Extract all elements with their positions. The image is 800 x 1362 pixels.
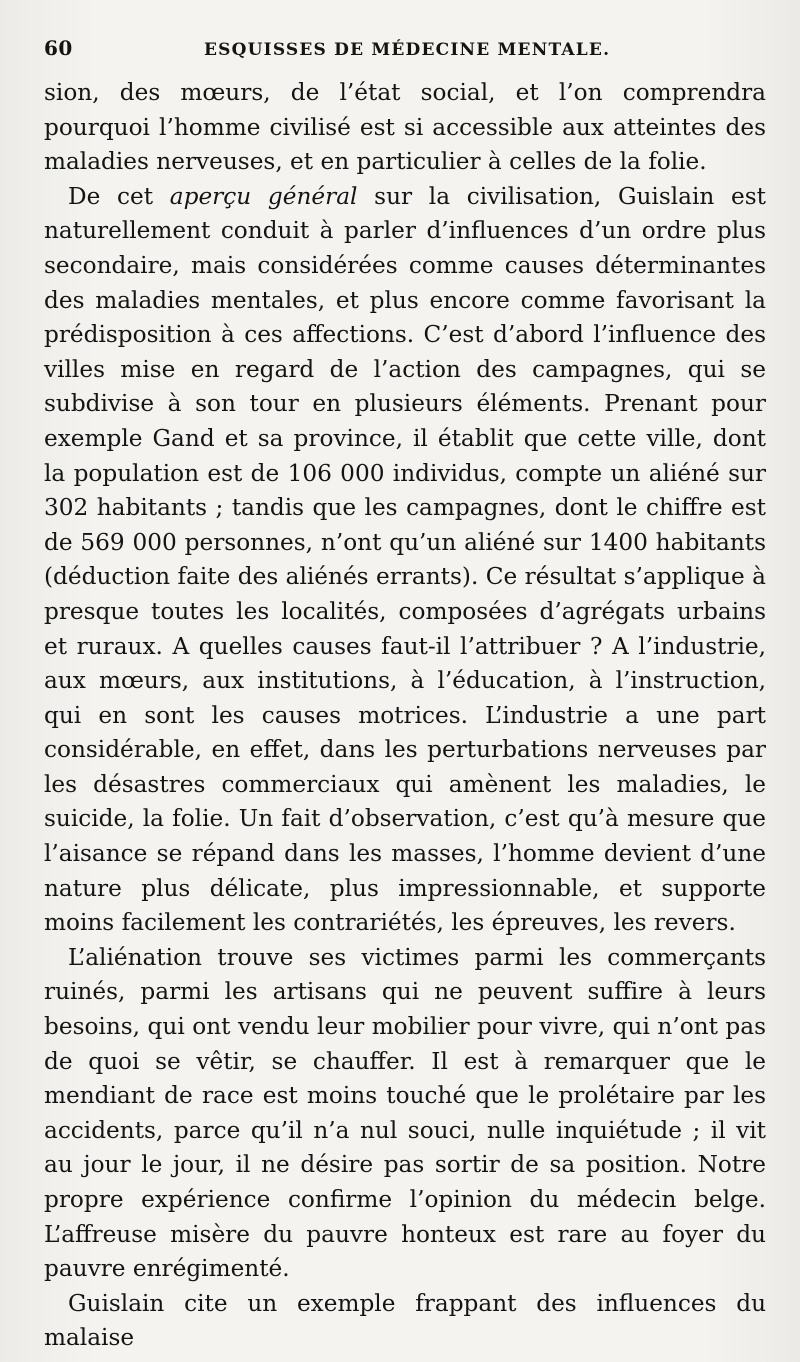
body-text [44, 76, 766, 1356]
running-head [44, 36, 766, 76]
italic-phrase: aperçu général [169, 182, 358, 210]
paragraph-alienation: L’aliénation trouve ses victimes parmi les commerçants ruinés, parmi les artisans qui ne peuvent suffire à leurs besoins, qui ont vendu leur mobilier pour vivre, qui n’ont pas de quoi se vêtir, se chauffer. Il est à remarquer que le mendiant de race est moins touché que le prolétaire par les accidents, parce qu’il n’a nul souci, nulle inquiétude ; il vit au jour le jour, il ne désire pas sortir de sa position. Notre propre expérience confirme l’opinion du médecin belge. L’affreuse misère du pauvre honteux est rare au foyer du pauvre enrégimenté. [44, 943, 766, 1283]
paragraph-civilisation [44, 180, 766, 941]
paragraph-guislain: Guislain cite un exemple frappant des influences du malaise [44, 1289, 766, 1352]
paragraph-text-after: sur la civilisation, Guislain est naturellement conduit à parler d’influences d’un ordre plus secondaire, mais considérées comme causes déterminantes des maladies mentales, et plus encore comme favorisant la prédisposition à ces affections. C’est d’abord l’influence des villes mise en regard de l’action des campagnes, qui se subdivise à son tour en plusieurs éléments. Prenant pour exemple Gand et sa province, il établit que cette ville, dont la population est de 106 000 individus, compte un aliéné sur 302 habitants ; tandis que les campagnes, dont le chiffre est de 569 000 personnes, n’ont qu’un aliéné sur 1400 habitants (déduction faite des aliénés errants). Ce résultat s’applique à presque toutes les localités, composées d’agrégats urbains et ruraux. A quelles causes faut-il l’attribuer ? A l’industrie, aux mœurs, aux institutions, à l’éducation, à l’instruction, qui en sont les causes motrices. L’industrie a une part considérable, en effet, dans les perturbations nerveuses par les désastres commerciaux qui amènent les maladies, le suicide, la folie. Un fait d’observation, c’est qu’à mesure que l’aisance se répand dans les masses, l’homme devient d’une nature plus délicate, plus impressionnable, et supporte moins facilement les contrariétés, les épreuves, les revers. [44, 182, 766, 937]
paragraph-continuation: sion, des mœurs, de l’état social, et l’on comprendra pourquoi l’homme civilisé est si accessible aux atteintes des maladies nerveuses, et en particulier à celles de la folie. [44, 79, 766, 176]
paragraph-text-before: De cet [68, 182, 170, 210]
page-number: 60 [44, 36, 73, 60]
running-title: ESQUISSES DE MÉDECINE MENTALE. [204, 40, 611, 60]
